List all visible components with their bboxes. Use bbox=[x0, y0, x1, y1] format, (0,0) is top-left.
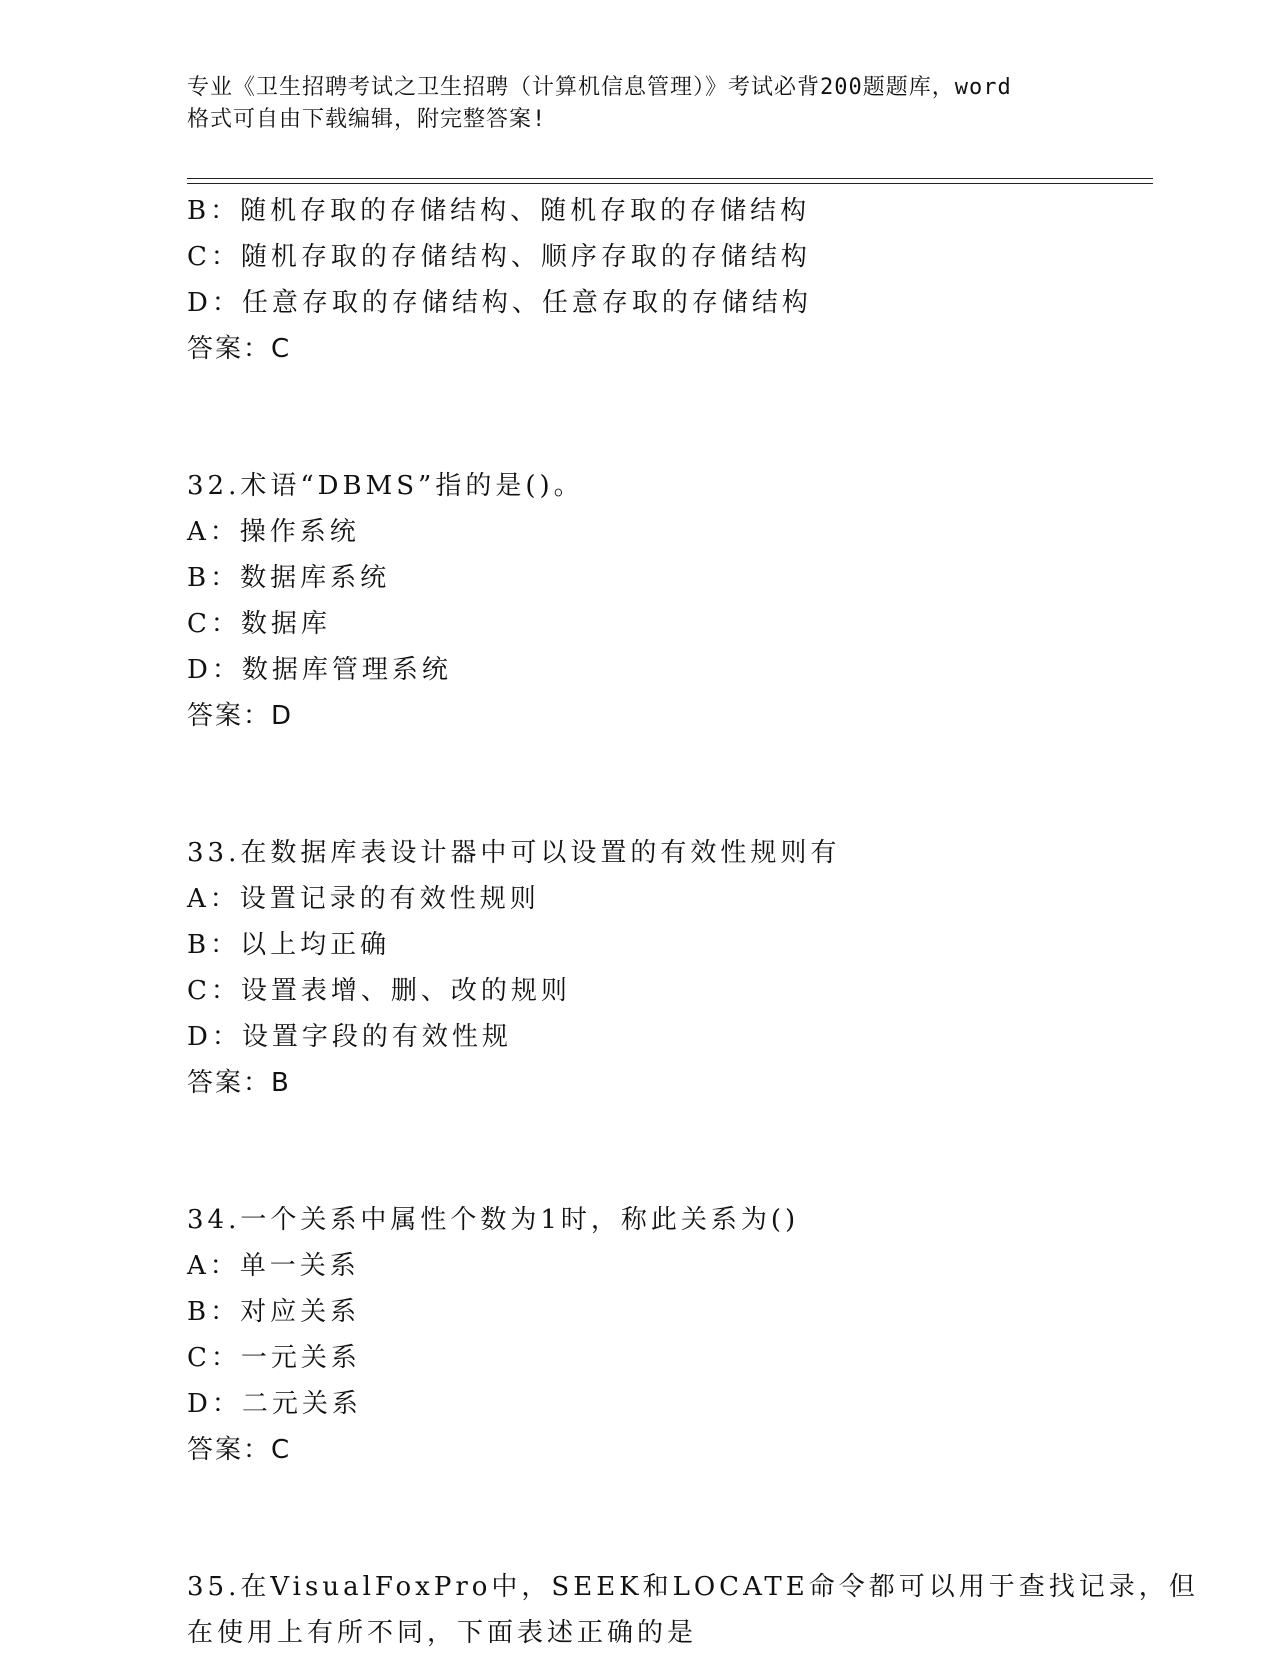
option-c: C：数据库 bbox=[187, 609, 331, 639]
option-a: A：设置记录的有效性规则 bbox=[187, 884, 540, 914]
option-c: C：设置表增、删、改的规则 bbox=[187, 976, 571, 1006]
option-a: A：操作系统 bbox=[187, 517, 360, 547]
spacer bbox=[187, 372, 1153, 463]
option-d: D：任意存取的存储结构、任意存取的存储结构 bbox=[187, 288, 812, 318]
option-b: B：以上均正确 bbox=[187, 930, 391, 960]
option-c: C：一元关系 bbox=[187, 1343, 361, 1373]
option-a: A：单一关系 bbox=[187, 1251, 360, 1281]
header-divider-top bbox=[187, 178, 1153, 179]
question-stem-line-2: 在使用上有所不同，下面表述正确的是 bbox=[187, 1618, 698, 1648]
option-b: B：对应关系 bbox=[187, 1297, 361, 1327]
question-block-32 bbox=[187, 463, 1153, 739]
header-line-2: 格式可自由下载编辑，附完整答案! bbox=[187, 107, 547, 132]
option-d: D：数据库管理系统 bbox=[187, 655, 452, 685]
document-header bbox=[187, 72, 1087, 136]
spacer bbox=[187, 1106, 1153, 1197]
option-c: C：随机存取的存储结构、顺序存取的存储结构 bbox=[187, 242, 811, 272]
header-line-1: 专业《卫生招聘考试之卫生招聘（计算机信息管理）》考试必背200题题库，word bbox=[187, 75, 1012, 100]
answer-line: 答案：B bbox=[187, 1068, 291, 1098]
question-block-35 bbox=[187, 1564, 1199, 1656]
option-b: B：数据库系统 bbox=[187, 563, 391, 593]
question-block-prev bbox=[187, 188, 1153, 372]
answer-line: 答案：C bbox=[187, 1435, 292, 1465]
option-d: D：二元关系 bbox=[187, 1389, 362, 1419]
option-b: B：随机存取的存储结构、随机存取的存储结构 bbox=[187, 196, 811, 226]
question-stem-line-1: 35.在VisualFoxPro中，SEEK和LOCATE命令都可以用于查找记录，但 bbox=[187, 1572, 1199, 1602]
question-stem: 34.一个关系中属性个数为1时，称此关系为() bbox=[187, 1205, 800, 1235]
question-list bbox=[187, 188, 1199, 1656]
spacer bbox=[187, 1473, 1153, 1564]
option-d: D：设置字段的有效性规 bbox=[187, 1022, 512, 1052]
question-stem: 33.在数据库表设计器中可以设置的有效性规则有 bbox=[187, 838, 841, 868]
question-block-34 bbox=[187, 1197, 1153, 1473]
spacer bbox=[187, 739, 1153, 830]
header-divider-bottom bbox=[187, 183, 1153, 184]
answer-line: 答案：D bbox=[187, 701, 294, 731]
answer-line: 答案：C bbox=[187, 334, 292, 364]
question-stem: 32.术语“DBMS”指的是()。 bbox=[187, 471, 584, 501]
question-block-33 bbox=[187, 830, 1153, 1106]
